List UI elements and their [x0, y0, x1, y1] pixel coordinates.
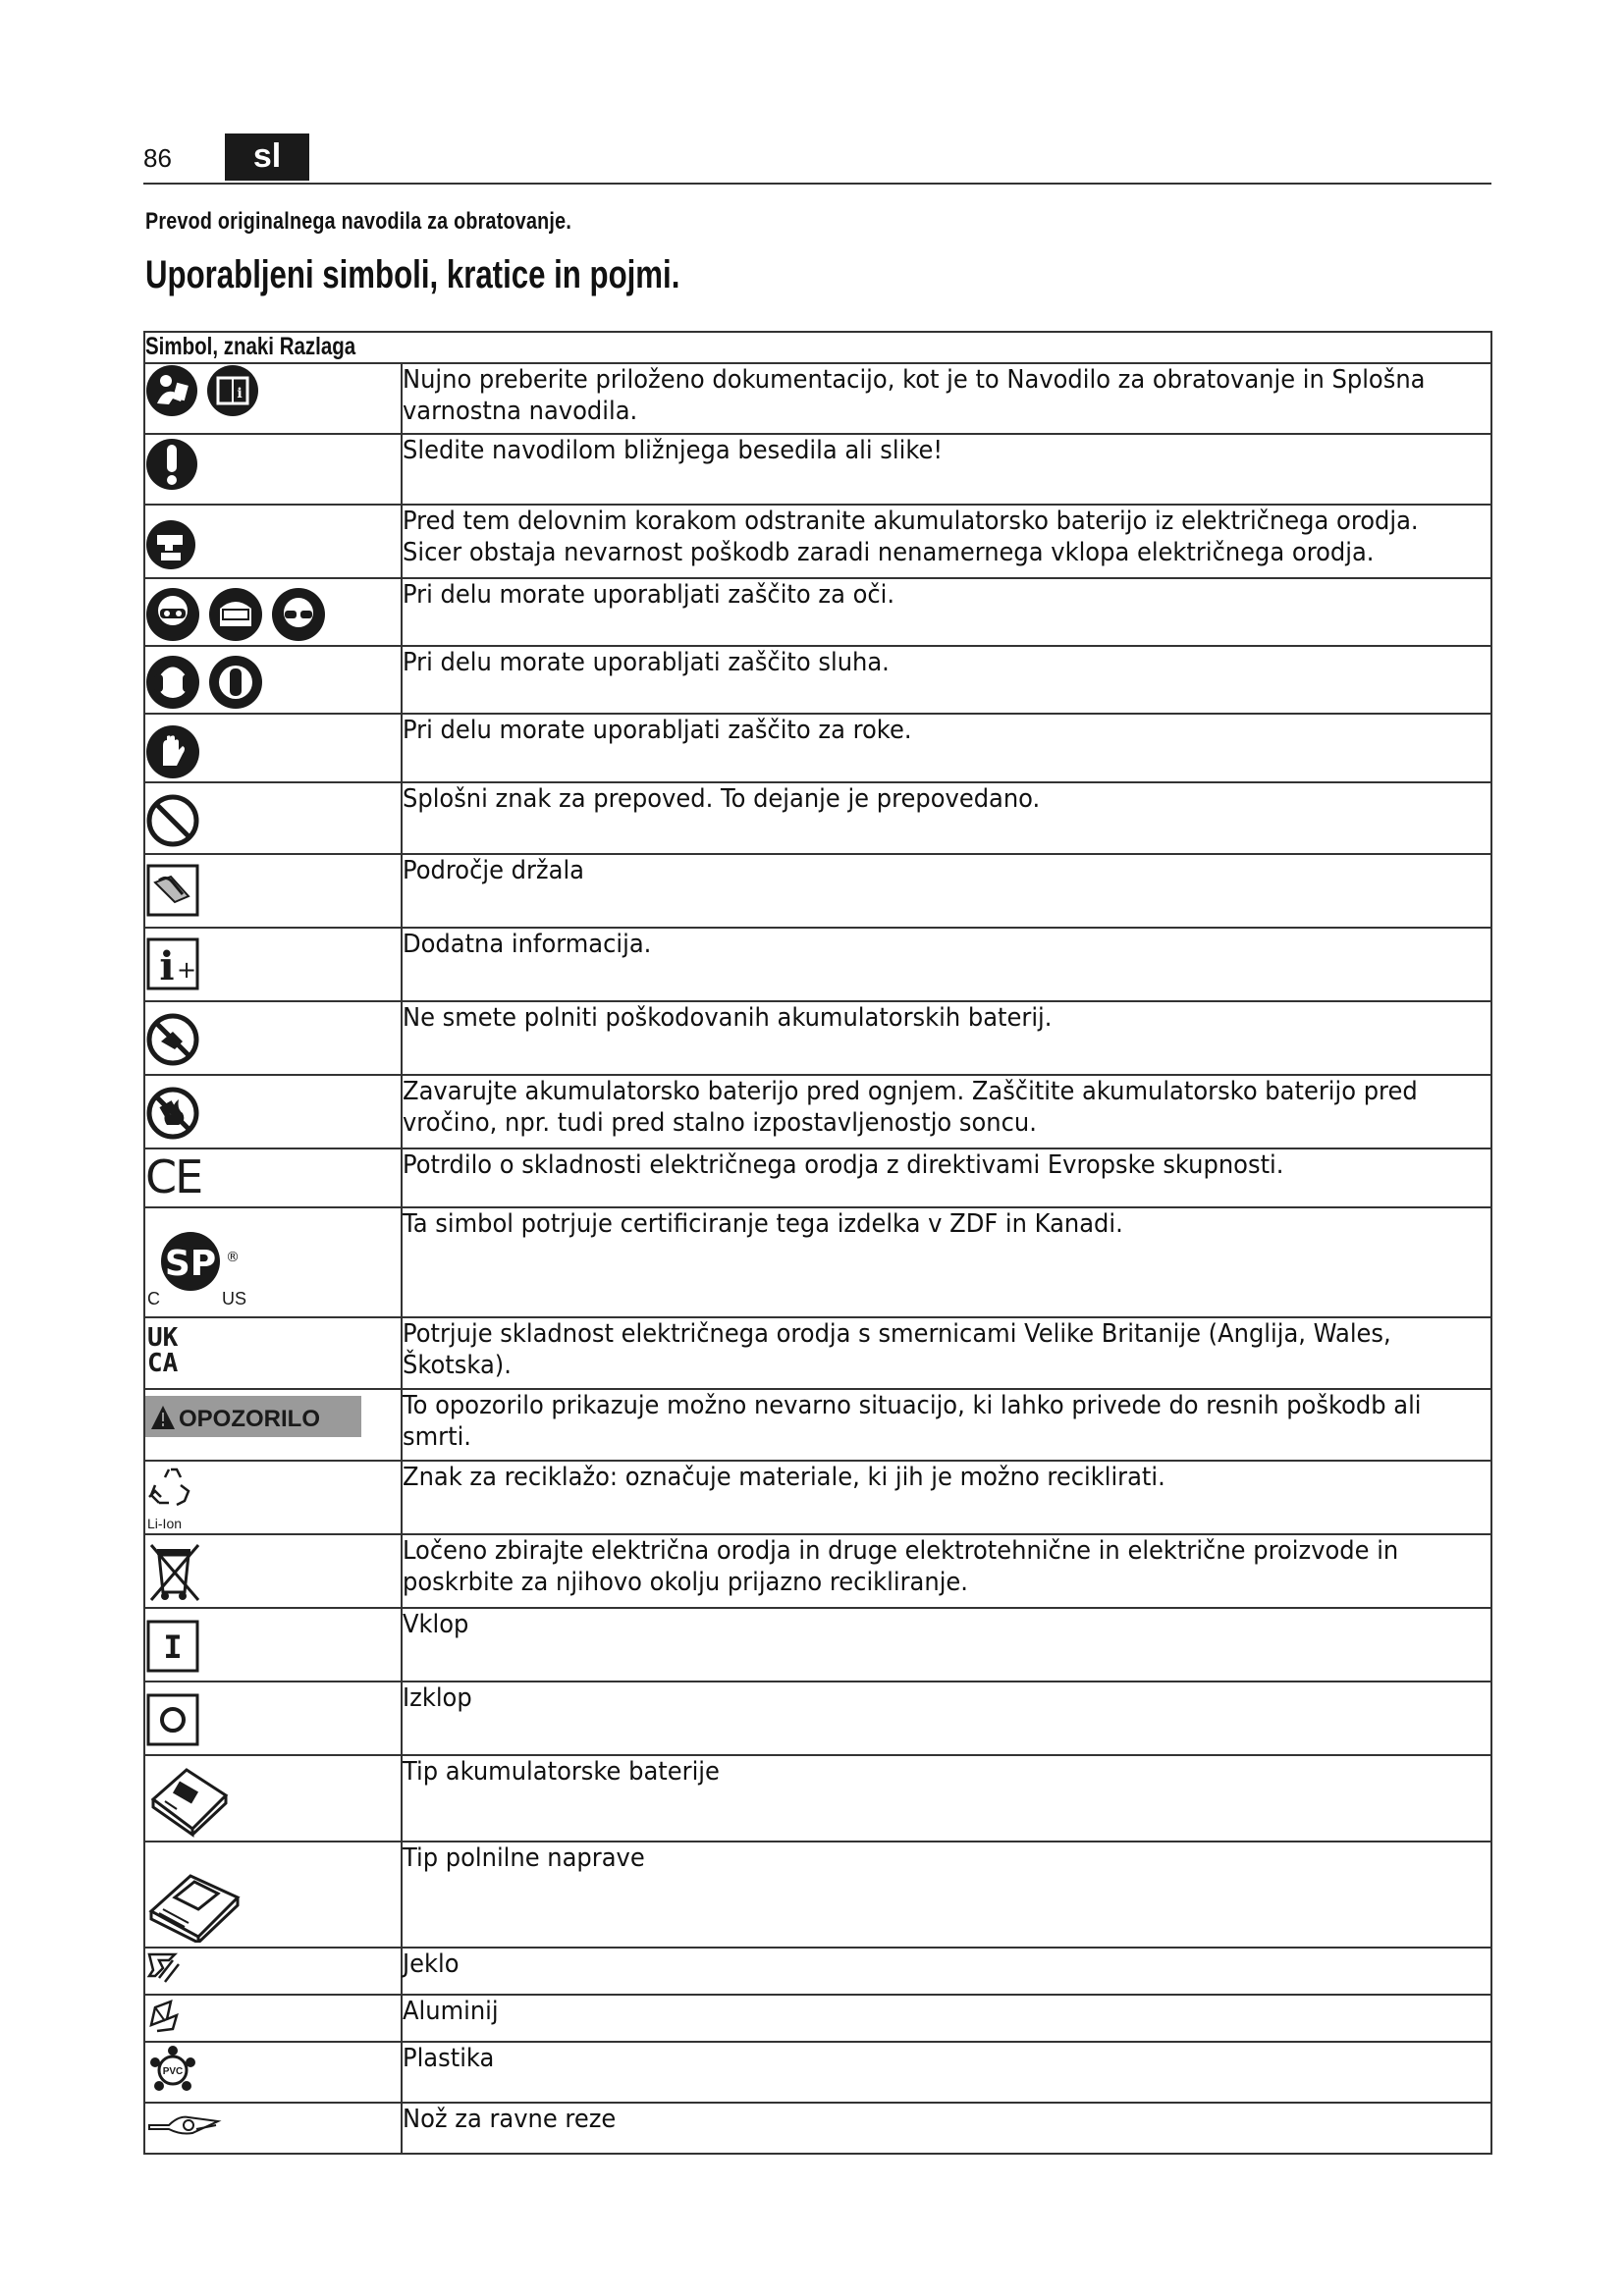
row-description: Splošni znak za prepoved. To dejanje je prepovedano.: [403, 784, 1041, 814]
table-row: [144, 1842, 1491, 1948]
svg-text:Li-Ion: Li-Ion: [147, 1516, 183, 1531]
row-description: Ta simbol potrjuje certificiranje tega izdelka v ZDF in Kanadi.: [403, 1209, 1123, 1239]
face-shield-icon: [208, 587, 263, 642]
symbols-table: [143, 331, 1492, 2155]
plastic-pvc-icon: [145, 2045, 200, 2096]
row-description: Ne smete polniti poškodovanih akumulatorskih baterij.: [403, 1003, 1053, 1033]
table-row: [144, 1148, 1491, 1207]
read-manual-icon: [145, 364, 198, 417]
svg-text:i: i: [237, 386, 243, 401]
table-row: [144, 714, 1491, 782]
svg-text:SP: SP: [164, 1244, 217, 1284]
page-number: 86: [143, 143, 172, 173]
goggles-icon: [145, 587, 200, 642]
table-row: [144, 1317, 1491, 1389]
charger-icon: [145, 1860, 244, 1943]
svg-text:OPOZORILO: OPOZORILO: [179, 1406, 320, 1432]
svg-text:®: ®: [226, 1250, 240, 1265]
row-description: Nož za ravne reze: [403, 2105, 617, 2134]
row-description: Pri delu morate uporabljati zaščito za roke.: [403, 716, 912, 745]
ce-mark-icon: [145, 1153, 208, 1199]
info-book-icon: [206, 364, 259, 417]
row-description: Potrjuje skladnost električnega orodja s smernicami Velike Britanije (Anglija, Wales, Škotska).: [403, 1319, 1391, 1380]
svg-text:UK: UK: [147, 1323, 179, 1353]
row-description: Tip polnilne naprave: [403, 1843, 645, 1873]
power-off-icon: [145, 1692, 200, 1747]
power-on-icon: [145, 1619, 200, 1674]
row-description: Izklop: [403, 1683, 472, 1713]
svg-text:US: US: [222, 1289, 247, 1308]
no-fire-battery-icon: [145, 1086, 200, 1141]
row-description: Vklop: [403, 1610, 469, 1639]
row-description: Potrdilo o skladnosti električnega orodja z direktivami Evropske skupnosti.: [403, 1150, 1284, 1180]
table-row: [144, 1948, 1491, 1995]
table-row: [144, 1207, 1491, 1317]
table-row: [144, 363, 1491, 434]
svg-text:C: C: [147, 1289, 160, 1308]
row-description: Zavarujte akumulatorsko baterijo pred ognjem. Zaščitite akumulatorsko baterijo pred vročino, npr. tudi pred stalno izpostavljenostjo soncu.: [403, 1077, 1418, 1138]
row-description: Področje držala: [403, 856, 584, 885]
table-row: [144, 434, 1491, 505]
row-description: Jeklo: [403, 1949, 460, 1979]
row-description: Nujno preberite priloženo dokumentacijo, kot je to Navodilo za obratovanje in Splošna varnostna navodila.: [403, 365, 1426, 426]
svg-text:CE: CE: [145, 1153, 202, 1199]
svg-text:CA: CA: [147, 1349, 179, 1377]
warning-label-icon: [145, 1396, 361, 1437]
table-row: [144, 646, 1491, 714]
svg-text:i: i: [159, 943, 175, 989]
table-row: [144, 1461, 1491, 1534]
row-description: Aluminij: [403, 1997, 499, 2026]
grip-area-icon: [145, 863, 200, 918]
table-row: [144, 854, 1491, 928]
table-row: [144, 1389, 1491, 1461]
row-description: Pri delu morate uporabljati zaščito za oči.: [403, 580, 895, 610]
svg-text:PVC: PVC: [162, 2066, 184, 2077]
table-row: [144, 2042, 1491, 2103]
table-row: [144, 1755, 1491, 1842]
steel-icon: [145, 1949, 185, 1986]
csa-mark-icon: [145, 1222, 263, 1310]
battery-pack-icon: [145, 1760, 234, 1839]
row-description: Plastika: [403, 2044, 495, 2073]
prohibition-icon: [145, 793, 200, 848]
safety-glasses-icon: [271, 587, 326, 642]
no-charge-damaged-battery-icon: [145, 1012, 200, 1067]
ukca-mark-icon: [145, 1322, 194, 1377]
table-row: [144, 1075, 1491, 1148]
warning-exclamation-icon: [145, 435, 198, 492]
document-subtitle: Prevod originalnega navodila za obratovanje.: [145, 208, 572, 235]
row-description: To opozorilo prikazuje možno nevarno situacijo, ki lahko privede do resnih poškodb ali smrti.: [403, 1391, 1422, 1452]
table-header-row: [144, 332, 1491, 363]
table-row: [144, 505, 1491, 578]
table-row: [144, 782, 1491, 854]
additional-info-icon: [145, 936, 200, 991]
straight-cut-knife-icon: [145, 2108, 224, 2141]
weee-bin-icon: [145, 1541, 204, 1604]
table-row: [144, 928, 1491, 1001]
table-row: [144, 1995, 1491, 2042]
table-row: [144, 1608, 1491, 1682]
row-description: Znak za reciklažo: označuje materiale, ki jih je možno reciklirati.: [403, 1463, 1165, 1492]
table-row: [144, 578, 1491, 646]
page-header: [143, 133, 1491, 185]
row-description: Pred tem delovnim korakom odstranite akumulatorsko baterijo iz električnega orodja. Sicer obstaja nevarnost poškodb zaradi nenamernega vklopa električnega orodja.: [403, 507, 1419, 567]
gloves-icon: [145, 722, 200, 779]
row-description: Sledite navodilom bližnjega besedila ali slike!: [403, 436, 944, 465]
ear-protection-icon: [208, 655, 263, 710]
remove-battery-icon: [145, 519, 196, 570]
row-description: Pri delu morate uporabljati zaščito sluha.: [403, 648, 890, 677]
table-row: [144, 1001, 1491, 1075]
table-row: [144, 1682, 1491, 1755]
svg-text:I: I: [163, 1629, 183, 1666]
aluminium-icon: [145, 1996, 185, 2033]
row-description: Dodatna informacija.: [403, 930, 652, 959]
row-description: Ločeno zbirajte električna orodja in druge elektrotehnične in električne proizvode in poskrbite za njihovo okolju prijazno recikliranje.: [403, 1536, 1399, 1597]
page-title: Uporabljeni simboli, kratice in pojmi.: [145, 253, 680, 296]
ear-muffs-icon: [145, 655, 200, 710]
recycle-li-ion-icon: [145, 1464, 204, 1532]
svg-text:+: +: [176, 956, 197, 984]
row-description: Tip akumulatorske baterije: [403, 1757, 720, 1787]
table-header: Simbol, znaki Razlaga: [144, 332, 1491, 363]
language-badge: sl: [225, 133, 309, 181]
table-row: [144, 2103, 1491, 2154]
table-row: [144, 1534, 1491, 1608]
